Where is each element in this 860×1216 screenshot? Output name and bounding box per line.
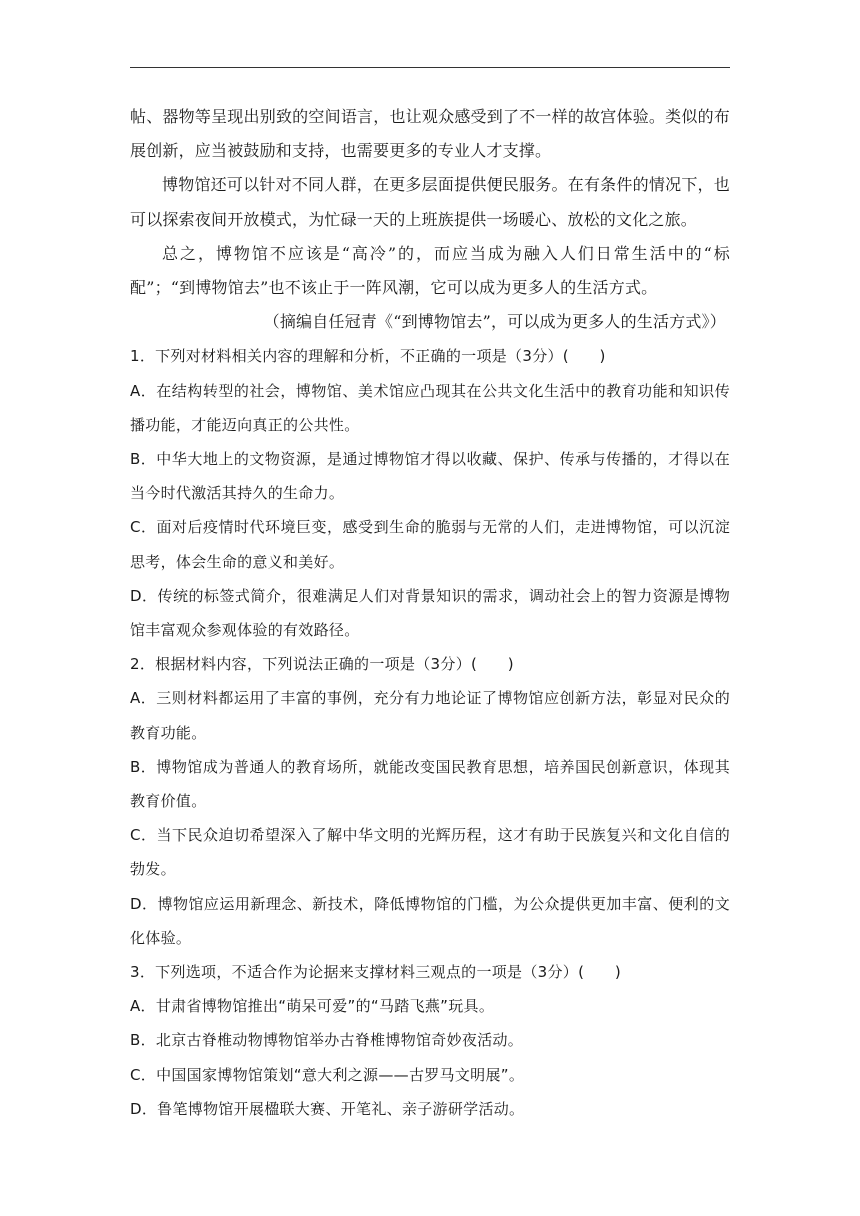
article-source: （摘编自任冠青《“到博物馆去”，可以成为更多人的生活方式》） [263,312,726,332]
document-body [130,100,730,1126]
option-b: B．博物馆成为普通人的教育场所，就能改变国民教育思想，培养国民创新意识，体现其教育价值。 [130,757,730,811]
question-2 [130,647,730,955]
option-b: B．北京古脊椎动物博物馆举办古脊椎博物馆奇妙夜活动。 [130,1031,524,1050]
option-a: A．在结构转型的社会，博物馆、美术馆应凸现其在公共文化生活中的教育功能和知识传播功能，才能迈向真正的公共性。 [130,381,730,434]
question-stem: 1．下列对材料相关内容的理解和分析，不正确的一项是（3分）( ) [130,347,606,366]
option-c: C．面对后疫情时代环境巨变，感受到生命的脆弱与无常的人们，走进博物馆，可以沉淀思考，体会生命的意义和美好。 [130,518,730,571]
option-c: C．中国国家博物馆策划“意大利之源——古罗马文明展”。 [130,1065,525,1084]
option-a: A．甘肃省博物馆推出“萌呆可爱”的“马踏飞燕”玩具。 [130,997,495,1016]
option-d: D．博物馆应运用新理念、新技术，降低博物馆的门槛，为公众提供更加丰富、便利的文化体验。 [130,894,730,947]
question-3 [130,955,730,1126]
question-stem: 2．根据材料内容，下列说法正确的一项是（3分）( ) [130,655,514,674]
question-stem: 3．下列选项，不适合作为论据来支撑材料三观点的一项是（3分）( ) [130,963,621,982]
question-1 [130,339,730,647]
option-a: A．三则材料都运用了丰富的事例，充分有力地论证了博物馆应创新方法，彰显对民众的教育功能。 [130,689,730,742]
option-c: C．当下民众迫切希望深入了解中华文明的光辉历程，这才有助于民族复兴和文化自信的勃发。 [130,826,730,879]
article-paragraph-3: 总之，博物馆不应该是“高冷”的，而应当成为融入人们日常生活中的“标配”；“到博物馆去”也不该止于一阵风潮，它可以成为更多人的生活方式。 [130,243,730,298]
option-d: D．鲁笔博物馆开展楹联大赛、开笔礼、亲子游研学活动。 [130,1099,525,1118]
article-paragraph-2: 博物馆还可以针对不同人群，在更多层面提供便民服务。在有条件的情况下，也可以探索夜间开放模式，为忙碌一天的上班族提供一场暖心、放松的文化之旅。 [130,175,730,229]
option-d: D．传统的标签式简介，很难满足人们对背景知识的需求，调动社会上的智力资源是博物馆丰富观众参观体验的有效路径。 [130,586,730,640]
option-b: B．中华大地上的文物资源，是通过博物馆才得以收藏、保护、传承与传播的，才得以在当今时代激活其持久的生命力。 [130,450,730,503]
article-paragraph-1: 帖、器物等呈现出别致的空间语言，也让观众感受到了不一样的故宫体验。类似的布展创新，应当被鼓励和支持，也需要更多的专业人才支撑。 [130,107,730,161]
header-divider [130,67,730,68]
